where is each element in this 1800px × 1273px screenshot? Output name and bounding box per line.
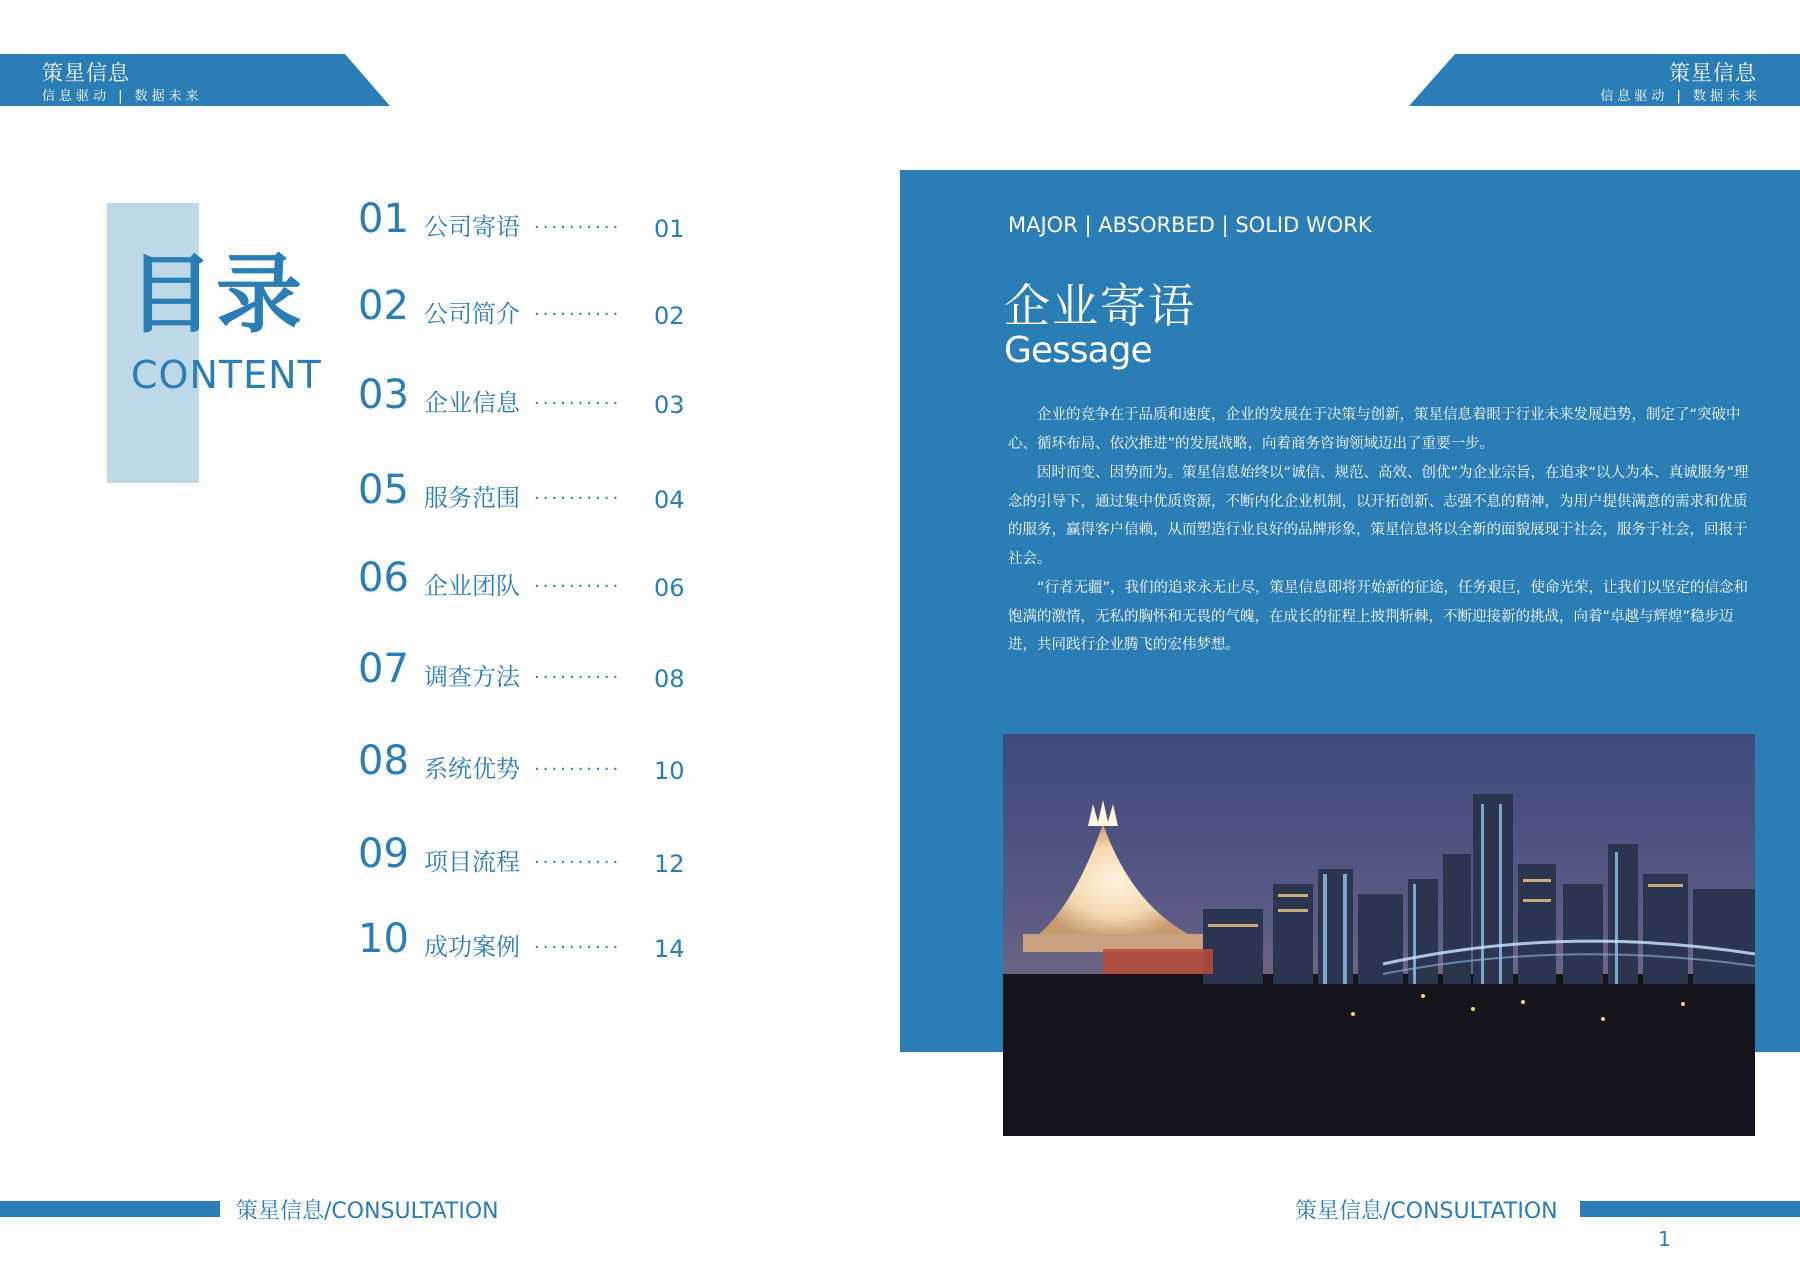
toc-item-page: 06 (654, 574, 685, 602)
toc-item-label: 成功案例 (424, 933, 520, 961)
toc-item-leader: ·········· (534, 937, 622, 958)
toc-item-page: 10 (654, 757, 685, 785)
toc-item-page: 12 (654, 850, 685, 878)
toc-item[interactable] (358, 643, 698, 693)
message-paragraph: 企业的竞争在于品质和速度，企业的发展在于决策与创新，策星信息着眼于行业未来发展趋势，制定了“突破中心、循环布局、依次推进”的发展战略，向着商务咨询领域迈出了重要一步。 (1008, 407, 1741, 452)
toc-item[interactable] (358, 828, 698, 878)
toc-item-leader: ·········· (534, 393, 622, 414)
toc-item-page: 01 (654, 215, 685, 243)
panel-subtitle: Gessage (1004, 330, 1152, 371)
footer-text-right: 策星信息/CONSULTATION (1295, 1199, 1558, 1224)
toc-item-page: 08 (654, 665, 685, 693)
footer-bar-right (1580, 1201, 1800, 1217)
toc-item-label: 系统优势 (424, 755, 520, 783)
toc-item[interactable] (358, 735, 698, 785)
toc-item[interactable] (358, 552, 698, 602)
toc-item-leader: ·········· (534, 304, 622, 325)
toc-item-number: 02 (358, 283, 409, 329)
toc-item-number: 08 (358, 738, 409, 784)
toc-item[interactable] (358, 913, 698, 963)
toc-item-label: 项目流程 (424, 848, 520, 876)
panel-title: 企业寄语 (1004, 279, 1196, 333)
toc-item-number: 01 (358, 196, 409, 242)
header-brand-left: 策星信息 (42, 61, 130, 85)
toc-item-page: 03 (654, 391, 685, 419)
toc-item-number: 06 (358, 555, 409, 601)
header-brand-right: 策星信息 (1669, 61, 1757, 85)
city-night-photo (1003, 734, 1755, 1136)
header-tagline-left: 信息驱动 | 数据未来 (42, 89, 203, 104)
toc-item[interactable] (358, 280, 698, 330)
toc-item-label: 调查方法 (424, 663, 520, 691)
toc-item-number: 03 (358, 372, 409, 418)
header-tagline-right: 信息驱动 | 数据未来 (1600, 89, 1761, 104)
toc-item-leader: ·········· (534, 759, 622, 780)
footer-text-left: 策星信息/CONSULTATION (236, 1199, 499, 1224)
toc-item-number: 10 (358, 916, 409, 962)
toc-item-leader: ·········· (534, 488, 622, 509)
toc-title: 目录 (128, 245, 304, 345)
toc-item-page: 02 (654, 302, 685, 330)
toc-item-page: 04 (654, 486, 685, 514)
toc-item-label: 企业团队 (424, 572, 520, 600)
footer-bar-left (0, 1201, 220, 1217)
toc-item[interactable] (358, 369, 698, 419)
toc-item-label: 公司简介 (424, 300, 520, 328)
toc-item-number: 05 (358, 467, 409, 513)
toc-item-leader: ·········· (534, 576, 622, 597)
toc-item-label: 服务范围 (424, 484, 520, 512)
toc-item-number: 07 (358, 646, 409, 692)
message-paragraph: “行者无疆”，我们的追求永无止尽，策星信息即将开始新的征途，任务艰巨，使命光荣，让我们以坚定的信念和饱满的激情，无私的胸怀和无畏的气魄，在成长的征程上披荆斩棘，不断迎接新的挑战，向着“卓越与辉煌”稳步迈进，共同践行企业腾飞的宏伟梦想。 (1008, 580, 1749, 653)
page-number: 1 (1658, 1227, 1671, 1251)
toc-item-label: 企业信息 (424, 389, 520, 417)
toc-item-label: 公司寄语 (424, 213, 520, 241)
toc-item-leader: ·········· (534, 852, 622, 873)
toc-item[interactable] (358, 464, 698, 514)
toc-item-number: 09 (358, 831, 409, 877)
toc-item-leader: ·········· (534, 667, 622, 688)
toc-subtitle: CONTENT (131, 353, 322, 397)
toc-item[interactable] (358, 193, 698, 243)
toc-item-leader: ·········· (534, 217, 622, 238)
toc-item-page: 14 (654, 935, 685, 963)
panel-slogan: MAJOR | ABSORBED | SOLID WORK (1008, 213, 1372, 237)
message-paragraph: 因时而变、因势而为。策星信息始终以“诚信、规范、高效、创优”为企业宗旨，在追求“以人为本、真诚服务”理念的引导下，通过集中优质资源，不断内化企业机制，以开拓创新、志强不息的精神，为用户提供满意的需求和优质的服务，赢得客户信赖，从而塑造行业良好的品牌形象，策星信息将以全新的面貌展现于社会，服务于社会，回报于社会。 (1008, 465, 1749, 567)
